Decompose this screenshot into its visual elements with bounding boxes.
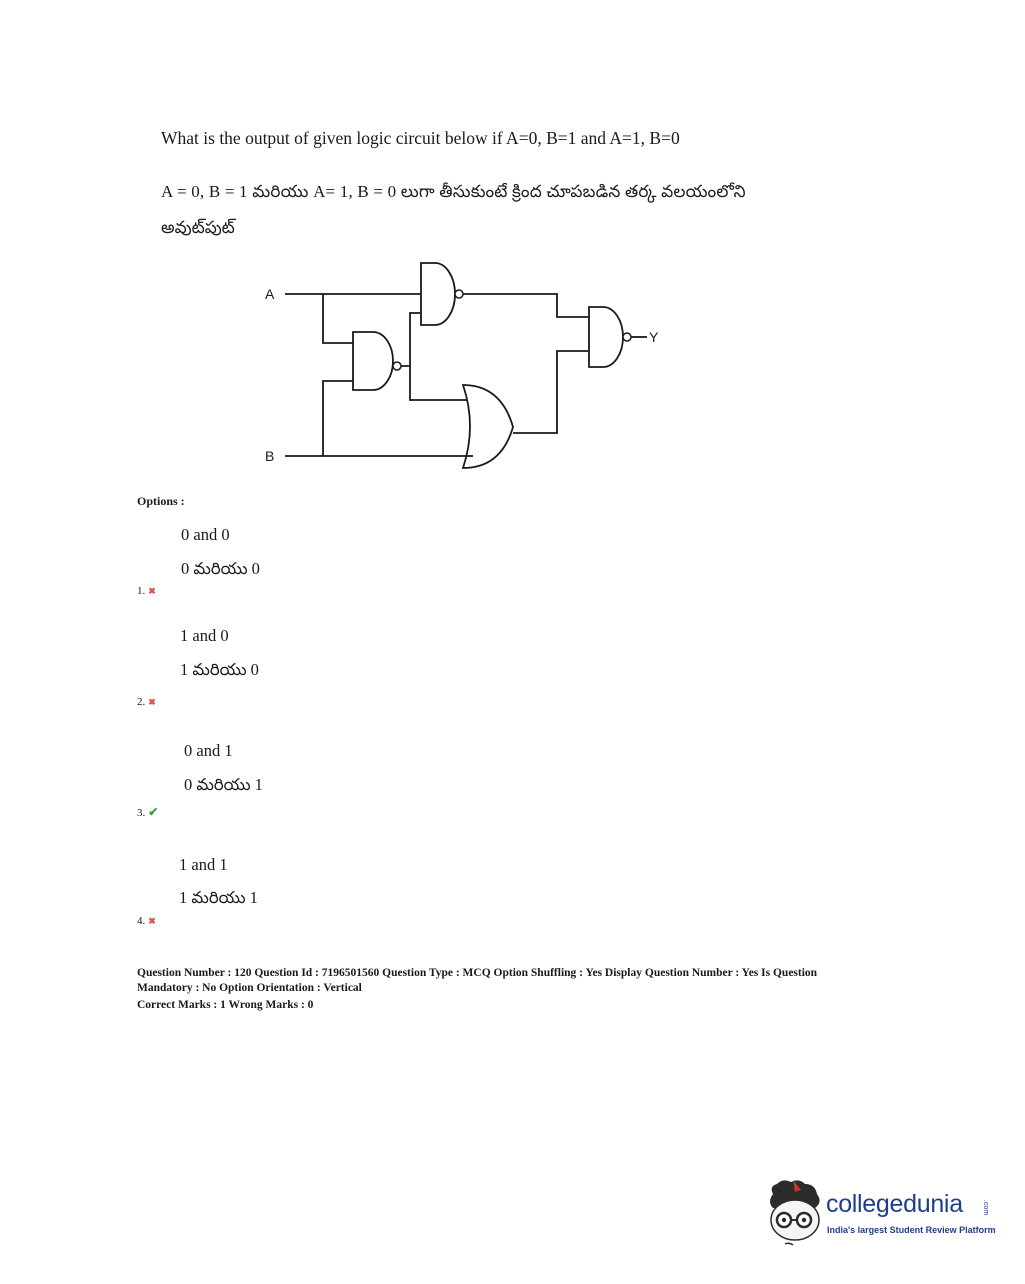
wire-a-branch: [323, 294, 353, 343]
question-meta-line2: Mandatory : No Option Orientation : Vertical: [137, 982, 362, 994]
option-2-telugu: 1 మరియు 0: [180, 660, 259, 679]
cross-icon: ✖: [148, 586, 156, 596]
check-icon: ✔: [148, 805, 159, 819]
options-label: Options :: [137, 494, 185, 508]
question-english: What is the output of given logic circuit below if A=0, B=1 and A=1, B=0: [161, 128, 680, 148]
option-4-marker: [137, 911, 156, 929]
option-2-marker: [137, 692, 156, 710]
question-telugu-line2: అవుట్‌పుట్: [161, 218, 235, 237]
option-3-telugu: 0 మరియు 1: [184, 775, 263, 794]
question-meta-line3: Correct Marks : 1 Wrong Marks : 0: [137, 999, 314, 1011]
nand-middle-bubble: [393, 362, 401, 370]
cross-icon: ✖: [148, 916, 156, 926]
logo-com: .com: [982, 1200, 989, 1216]
wire-nand1-to-nand3: [463, 294, 589, 317]
nand-top-bubble: [455, 290, 463, 298]
circuit-label-y: Y: [649, 329, 659, 345]
option-2-number: 2.: [137, 696, 146, 708]
nand-gate-output: [589, 307, 623, 367]
logic-circuit-diagram: [255, 255, 675, 480]
logo-tagline: India's largest Student Review Platform: [827, 1225, 996, 1235]
nand-output-bubble: [623, 333, 631, 341]
logo-name: collegedunia: [826, 1190, 963, 1218]
option-1-english: 0 and 0: [181, 525, 230, 544]
option-1-marker: [137, 581, 156, 599]
nand-gate-middle: [353, 332, 393, 390]
option-4-number: 4.: [137, 915, 146, 927]
question-meta-line1: Question Number : 120 Question Id : 7196501560 Question Type : MCQ Option Shuffling : Yes Display Question Number : Yes Is Question: [137, 967, 818, 979]
circuit-label-b: B: [265, 448, 275, 464]
circuit-label-a: A: [265, 286, 275, 302]
wire-b-branch: [323, 381, 353, 456]
question-telugu-line1: A = 0, B = 1 మరియు A= 1, B = 0 లుగా తీసుకుంటే క్రింద చూపబడిన తర్క వలయంలోని: [161, 182, 746, 201]
option-2-english: 1 and 0: [180, 626, 229, 645]
option-1-number: 1.: [137, 585, 146, 597]
cross-icon: ✖: [148, 697, 156, 707]
wire-nand2-to-or: [410, 366, 467, 400]
option-1-telugu: 0 మరియు 0: [181, 559, 260, 578]
option-3-number: 3.: [137, 807, 146, 819]
option-4-telugu: 1 మరియు 1: [179, 888, 258, 907]
nand-gate-top: [421, 263, 455, 325]
wire-or-to-nand3: [513, 351, 589, 433]
option-3-marker: [137, 803, 158, 821]
wire-nand2-to-nand1: [401, 313, 421, 366]
option-4-english: 1 and 1: [179, 855, 228, 874]
option-3-english: 0 and 1: [184, 741, 233, 760]
